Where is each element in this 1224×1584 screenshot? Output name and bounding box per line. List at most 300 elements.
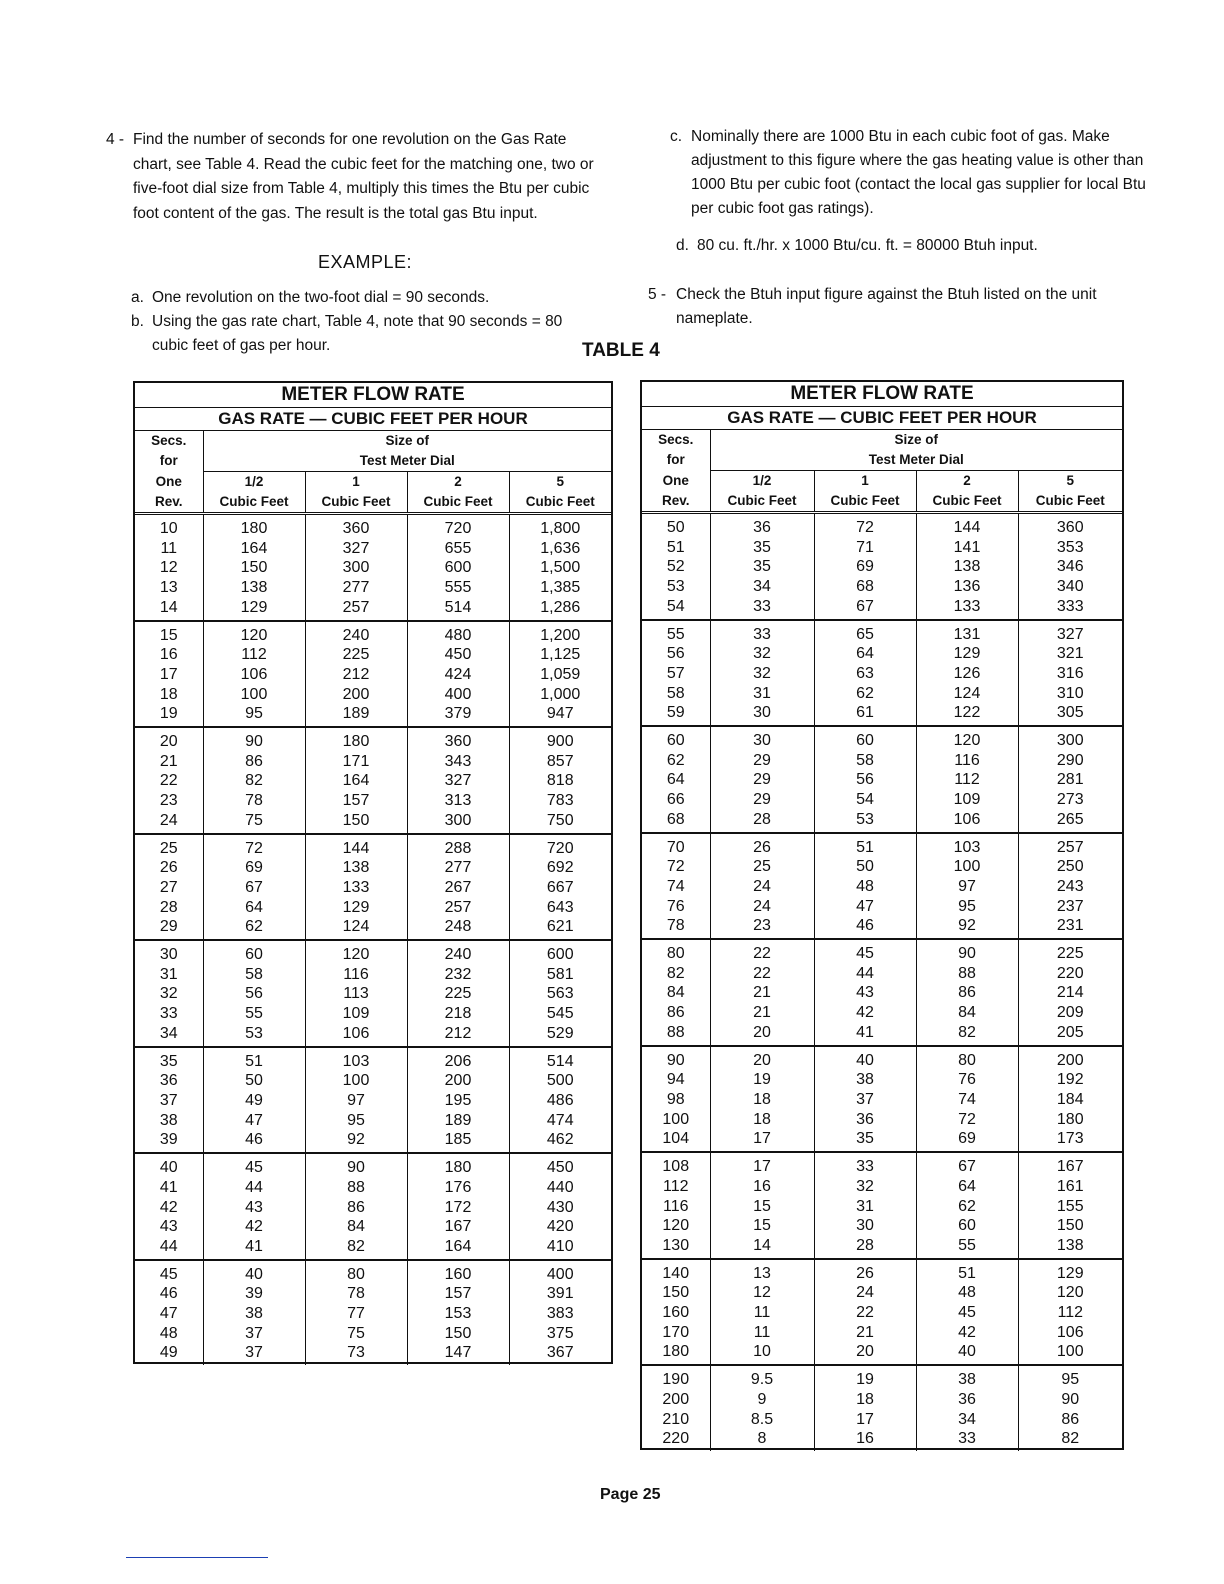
- dial-two-cell: [916, 1260, 1018, 1365]
- table-value: 86: [666, 1004, 685, 1022]
- table-value: 112: [954, 771, 980, 789]
- table-value: 327: [1056, 625, 1084, 643]
- table-value: 31: [159, 965, 178, 983]
- table-value: 1,059: [540, 665, 581, 683]
- table-value: 75: [245, 811, 263, 829]
- table-value: 209: [1056, 1004, 1084, 1022]
- table-value: 300: [342, 559, 370, 577]
- dial-five-cell: [509, 1154, 611, 1259]
- size-of-header: Size of: [710, 430, 1122, 450]
- table-value: 67: [245, 878, 263, 896]
- table-value: 440: [546, 1178, 574, 1196]
- dial-half-cell: [710, 1260, 814, 1365]
- table-value: 545: [546, 1005, 574, 1023]
- table-value: 486: [546, 1091, 574, 1109]
- table-value: 103: [953, 838, 981, 856]
- table-value: 514: [444, 598, 472, 616]
- table-value: 44: [856, 964, 874, 982]
- secs-cell: [642, 727, 710, 832]
- unit-header: Cubic Feet: [305, 492, 407, 512]
- table-value: 1,000: [540, 685, 581, 703]
- table-value: 42: [856, 1004, 874, 1022]
- table-value: 64: [666, 771, 685, 789]
- secs-cell: [642, 1153, 710, 1258]
- table-heading: TABLE 4: [582, 340, 660, 361]
- dial-five-header: 5: [1018, 471, 1122, 492]
- table-value: 24: [159, 811, 178, 829]
- example-a-text: One revolution on the two-foot dial = 90 seconds.: [152, 289, 490, 306]
- table-value: 68: [856, 578, 874, 596]
- table-value: 225: [444, 985, 472, 1003]
- table-value: 150: [240, 559, 268, 577]
- table-value: 55: [245, 1005, 263, 1023]
- meter-table-header: [642, 430, 1122, 514]
- table-value: 205: [1056, 1023, 1084, 1041]
- table-value: 103: [342, 1052, 370, 1070]
- table-value: 10: [753, 1343, 771, 1361]
- secs-cell: [135, 515, 203, 620]
- meter-table-header: [135, 431, 611, 515]
- dial-two-cell: [407, 1261, 509, 1366]
- table-value: 34: [753, 578, 771, 596]
- table-value: 90: [666, 1051, 685, 1069]
- table-value: 82: [1061, 1430, 1080, 1448]
- table-value: 47: [245, 1111, 263, 1129]
- table-value: 106: [240, 665, 268, 683]
- table-value: 78: [245, 792, 263, 810]
- table-value: 1,200: [540, 626, 581, 644]
- table-value: 32: [856, 1177, 874, 1195]
- table-row: [135, 941, 611, 1046]
- table-value: 72: [666, 858, 685, 876]
- table-value: 109: [953, 791, 981, 809]
- secs-header-line4: Rev.: [154, 494, 183, 509]
- row-group: [135, 1261, 611, 1366]
- table-value: 281: [1056, 771, 1084, 789]
- row-group: [642, 1260, 1122, 1367]
- example-b-label: b.: [131, 313, 144, 330]
- table-value: 24: [856, 1284, 874, 1302]
- table-value: 131: [953, 625, 981, 643]
- table-row: [135, 1154, 611, 1259]
- page-number: Page 25: [600, 1486, 661, 1503]
- table-value: 33: [159, 1005, 178, 1023]
- dial-half-cell: [203, 622, 305, 727]
- table-value: 720: [444, 520, 472, 537]
- table-value: 25: [159, 839, 178, 857]
- table-value: 32: [159, 985, 178, 1003]
- table-value: 621: [546, 918, 574, 936]
- table-value: 86: [347, 1198, 365, 1216]
- example-c-label: c.: [670, 128, 683, 145]
- secs-cell: [135, 728, 203, 833]
- table-value: 57: [666, 664, 685, 682]
- table-value: 164: [444, 1237, 472, 1255]
- table-value: 84: [666, 984, 685, 1002]
- table-value: 51: [856, 838, 874, 856]
- table-value: 43: [159, 1218, 178, 1236]
- dial-one-cell: [814, 940, 916, 1045]
- dial-five-cell: [1018, 1366, 1122, 1451]
- table-value: 1,500: [540, 559, 581, 577]
- table-value: 30: [753, 732, 771, 750]
- table-value: 41: [245, 1237, 263, 1255]
- table-row: [642, 1047, 1122, 1152]
- secs-cell: [642, 1260, 710, 1365]
- table-value: 16: [753, 1177, 771, 1195]
- table-value: 28: [856, 1236, 874, 1254]
- table-value: 129: [342, 898, 370, 916]
- table-value: 82: [666, 964, 685, 982]
- table-value: 28: [753, 810, 771, 828]
- table-value: 277: [444, 859, 472, 877]
- test-meter-dial-header: Test Meter Dial: [203, 451, 611, 472]
- table-value: 340: [1056, 578, 1084, 596]
- table-value: 116: [343, 965, 369, 983]
- dial-half-cell: [710, 1366, 814, 1451]
- dial-one-cell: [305, 1154, 407, 1259]
- table-value: 15: [753, 1217, 771, 1235]
- table-value: 26: [159, 859, 178, 877]
- table-value: 200: [342, 685, 370, 703]
- dial-one-cell: [814, 727, 916, 832]
- dial-five-cell: [509, 1048, 611, 1153]
- table-value: 16: [856, 1430, 874, 1448]
- table-value: 35: [753, 558, 771, 576]
- table-value: 20: [159, 733, 178, 751]
- example-d-label: d.: [676, 237, 689, 254]
- table-value: 112: [241, 646, 267, 664]
- dial-half-cell: [710, 727, 814, 832]
- table-value: 514: [546, 1052, 574, 1070]
- table-value: 160: [662, 1304, 690, 1322]
- table-row: [642, 514, 1122, 619]
- table-value: 462: [546, 1131, 574, 1149]
- table-value: 15: [753, 1197, 771, 1215]
- table-value: 133: [953, 597, 981, 615]
- table-value: 120: [953, 732, 981, 750]
- table-value: 210: [662, 1410, 690, 1428]
- table-value: 153: [444, 1305, 472, 1323]
- dial-half-cell: [203, 515, 305, 620]
- table-value: 26: [753, 838, 771, 856]
- meter-flow-table-right: [640, 380, 1124, 1450]
- dial-half-cell: [203, 728, 305, 833]
- table-value: 37: [245, 1344, 263, 1362]
- table-value: 75: [347, 1324, 365, 1342]
- step-4-text: Find the number of seconds for one revolution on the Gas Rate chart, see Table 4. Read the cubic feet for the matching one, two or five-foot dial size from Table 4, multiply this times the Btu per cubic foot content of the gas. The result is the total gas Btu input.: [133, 131, 594, 222]
- table-value: 120: [662, 1217, 690, 1235]
- table-value: 98: [666, 1090, 685, 1108]
- table-value: 120: [342, 946, 370, 964]
- table-value: 34: [958, 1410, 976, 1428]
- unit-header: Cubic Feet: [814, 491, 916, 511]
- table-value: 18: [753, 1090, 771, 1108]
- table-value: 58: [245, 965, 263, 983]
- table-value: 379: [444, 705, 472, 723]
- table-value: 54: [666, 597, 685, 615]
- table-value: 150: [662, 1284, 690, 1302]
- table-value: 124: [953, 684, 981, 702]
- table-value: 77: [347, 1305, 365, 1323]
- table-value: 22: [753, 964, 771, 982]
- dial-five-cell: [509, 941, 611, 1046]
- table-value: 22: [856, 1304, 874, 1322]
- dial-half-cell: [203, 1261, 305, 1366]
- table-value: 277: [342, 579, 370, 597]
- table-row: [135, 1048, 611, 1153]
- table-value: 250: [1056, 858, 1084, 876]
- meter-table-title: METER FLOW RATE: [642, 382, 1122, 407]
- dial-one-cell: [305, 1048, 407, 1153]
- table-row: [135, 622, 611, 727]
- secs-cell: [135, 835, 203, 940]
- table-value: 18: [753, 1110, 771, 1128]
- table-value: 67: [856, 597, 874, 615]
- meter-table-title: METER FLOW RATE: [135, 383, 611, 408]
- dial-one-cell: [305, 622, 407, 727]
- table-value: 600: [546, 946, 574, 964]
- table-value: 360: [444, 733, 472, 751]
- table-value: 112: [1057, 1304, 1083, 1322]
- table-value: 58: [666, 684, 685, 702]
- table-value: 474: [546, 1111, 574, 1129]
- table-value: 90: [245, 733, 263, 751]
- table-value: 20: [753, 1023, 771, 1041]
- table-value: 44: [159, 1237, 178, 1255]
- secs-cell: [642, 514, 710, 619]
- table-value: 1,800: [540, 520, 581, 537]
- table-value: 35: [856, 1130, 874, 1148]
- step-4-number: 4 -: [106, 131, 125, 148]
- dial-two-cell: [407, 835, 509, 940]
- table-value: 243: [1056, 877, 1084, 895]
- table-value: 22: [753, 945, 771, 963]
- secs-cell: [135, 1154, 203, 1259]
- table-value: 14: [753, 1236, 771, 1254]
- dial-two-cell: [916, 1366, 1018, 1451]
- dial-half-cell: [203, 1048, 305, 1153]
- dial-two-cell: [916, 1047, 1018, 1152]
- table-value: 54: [856, 791, 874, 809]
- table-value: 73: [347, 1344, 365, 1362]
- table-row: [642, 621, 1122, 726]
- table-value: 116: [954, 751, 980, 769]
- table-value: 9: [757, 1390, 767, 1408]
- table-value: 1,125: [540, 646, 581, 664]
- table-value: 35: [159, 1052, 178, 1070]
- table-value: 167: [444, 1218, 472, 1236]
- table-value: 56: [245, 985, 263, 1003]
- secs-header-line2: for: [159, 453, 178, 469]
- unit-header: Cubic Feet: [916, 491, 1018, 511]
- table-value: 40: [159, 1159, 178, 1177]
- table-value: 42: [245, 1218, 263, 1236]
- table-value: 31: [753, 684, 771, 702]
- table-value: 480: [444, 626, 472, 644]
- table-value: 500: [546, 1072, 574, 1090]
- table-value: 43: [856, 984, 874, 1002]
- secs-cell: [135, 941, 203, 1046]
- table-value: 34: [159, 1024, 178, 1042]
- table-value: 37: [159, 1091, 178, 1109]
- table-value: 58: [856, 751, 874, 769]
- table-value: 71: [856, 538, 874, 556]
- table-value: 51: [958, 1264, 976, 1282]
- row-group: [642, 1047, 1122, 1154]
- table-value: 424: [444, 665, 472, 683]
- table-row: [642, 1366, 1122, 1451]
- table-value: 265: [1056, 810, 1084, 828]
- table-value: 212: [342, 665, 370, 683]
- table-value: 35: [753, 538, 771, 556]
- table-value: 172: [444, 1198, 472, 1216]
- table-value: 313: [444, 792, 472, 810]
- table-row: [135, 515, 611, 620]
- table-value: 39: [159, 1131, 178, 1149]
- table-value: 80: [347, 1265, 365, 1283]
- table-value: 555: [444, 579, 472, 597]
- row-group: [135, 515, 611, 622]
- secs-header-line4: Rev.: [661, 493, 690, 508]
- table-value: 316: [1056, 664, 1084, 682]
- table-value: 69: [958, 1130, 976, 1148]
- example-heading: EXAMPLE:: [318, 252, 413, 272]
- dial-half-cell: [710, 621, 814, 726]
- table-value: 900: [546, 733, 574, 751]
- secs-cell: [642, 834, 710, 939]
- table-value: 150: [444, 1324, 472, 1342]
- table-value: 44: [245, 1178, 263, 1196]
- table-value: 90: [1061, 1390, 1080, 1408]
- table-value: 529: [546, 1024, 574, 1042]
- secs-cell: [135, 1048, 203, 1153]
- secs-header-line3: One: [662, 472, 689, 488]
- dial-five-cell: [1018, 621, 1122, 726]
- table-value: 45: [856, 945, 874, 963]
- dial-two-cell: [407, 1154, 509, 1259]
- table-value: 170: [662, 1323, 690, 1341]
- table-value: 36: [856, 1110, 874, 1128]
- table-value: 122: [953, 704, 981, 722]
- table-row: [135, 835, 611, 940]
- table-value: 164: [342, 772, 370, 790]
- table-value: 383: [546, 1305, 574, 1323]
- table-value: 16: [159, 646, 178, 664]
- secs-header-line2: for: [666, 452, 685, 468]
- table-value: 17: [753, 1130, 771, 1148]
- table-value: 47: [159, 1305, 178, 1323]
- table-value: 750: [546, 811, 574, 829]
- table-value: 19: [753, 1071, 771, 1089]
- table-value: 22: [159, 772, 178, 790]
- table-value: 655: [444, 539, 472, 557]
- dial-half-cell: [710, 514, 814, 619]
- dial-half-cell: [203, 941, 305, 1046]
- table-value: 88: [666, 1023, 685, 1041]
- table-value: 116: [662, 1197, 689, 1215]
- dial-five-cell: [1018, 1260, 1122, 1365]
- table-value: 14: [159, 598, 178, 616]
- table-value: 430: [546, 1198, 574, 1216]
- table-value: 55: [666, 625, 685, 643]
- table-value: 144: [953, 519, 981, 536]
- table-value: 12: [753, 1284, 771, 1302]
- table-value: 45: [159, 1265, 178, 1283]
- secs-header-line1: Secs.: [658, 432, 694, 447]
- table-value: 69: [245, 859, 263, 877]
- table-value: 95: [245, 705, 263, 723]
- table-value: 1,286: [540, 598, 581, 616]
- example-b-text: Using the gas rate chart, Table 4, note that 90 seconds = 80 cubic feet of gas per hour.: [152, 313, 563, 354]
- table-value: 353: [1056, 538, 1084, 556]
- table-value: 31: [856, 1197, 874, 1215]
- table-value: 290: [1056, 751, 1084, 769]
- table-value: 17: [856, 1410, 874, 1428]
- table-value: 157: [444, 1285, 472, 1303]
- meter-table-subtitle: GAS RATE — CUBIC FEET PER HOUR: [642, 407, 1122, 430]
- dial-one-header: 1: [814, 471, 916, 492]
- table-value: 267: [444, 878, 472, 896]
- table-value: 46: [856, 917, 874, 935]
- dial-half-cell: [203, 835, 305, 940]
- table-value: 180: [1056, 1110, 1084, 1128]
- table-value: 18: [856, 1390, 874, 1408]
- table-value: 180: [662, 1343, 690, 1361]
- row-group: [135, 1048, 611, 1155]
- table-value: 100: [342, 1072, 370, 1090]
- step-5: [648, 283, 1154, 331]
- table-value: 21: [753, 1004, 771, 1022]
- table-value: 106: [1056, 1323, 1084, 1341]
- unit-header: Cubic Feet: [407, 492, 509, 512]
- dial-half-cell: [710, 940, 814, 1045]
- table-value: 180: [444, 1159, 472, 1177]
- dial-half-header: 1/2: [710, 471, 814, 492]
- table-value: 164: [240, 539, 268, 557]
- table-value: 333: [1056, 597, 1084, 615]
- dial-half-cell: [710, 1047, 814, 1152]
- row-group: [135, 728, 611, 835]
- meter-table-body-left: [135, 515, 611, 1365]
- secs-cell: [135, 622, 203, 727]
- table-value: 69: [856, 558, 874, 576]
- row-group: [642, 727, 1122, 834]
- table-value: 32: [753, 645, 771, 663]
- table-value: 17: [159, 665, 178, 683]
- secs-header-line1: Secs.: [151, 433, 187, 448]
- table-value: 305: [1056, 704, 1084, 722]
- table-value: 120: [240, 626, 268, 644]
- table-value: 90: [347, 1159, 365, 1177]
- table-value: 23: [159, 792, 178, 810]
- table-value: 21: [753, 984, 771, 1002]
- table-value: 106: [342, 1024, 370, 1042]
- table-value: 62: [666, 751, 685, 769]
- table-value: 33: [753, 597, 771, 615]
- dial-one-cell: [305, 941, 407, 1046]
- table-value: 62: [958, 1197, 976, 1215]
- table-value: 450: [444, 646, 472, 664]
- dial-two-cell: [407, 728, 509, 833]
- table-value: 48: [958, 1284, 976, 1302]
- dial-one-cell: [305, 515, 407, 620]
- table-value: 100: [1056, 1343, 1084, 1361]
- table-value: 90: [958, 945, 976, 963]
- table-value: 76: [958, 1071, 976, 1089]
- table-value: 160: [444, 1265, 472, 1283]
- dial-five-cell: [1018, 834, 1122, 939]
